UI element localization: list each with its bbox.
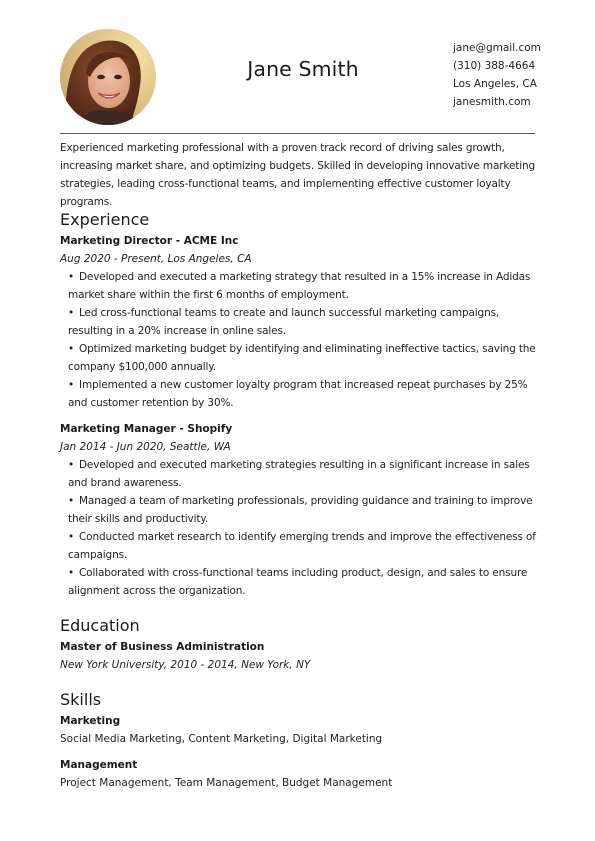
phone-number: (310) 388-4664 (453, 60, 536, 72)
email-link[interactable]: jane@gmail.com (453, 42, 541, 54)
bullet-icon: • (68, 495, 75, 507)
job-bullet: • Developed and executed a marketing strategy that resulted in a 15% increase in Adidas market share within the first 6 months of employment. (60, 268, 540, 304)
candidate-name: Jane Smith (247, 57, 359, 81)
job-bullet: • Optimized marketing budget by identifying and eliminating ineffective tactics, saving the company $100,000 annually. (60, 340, 540, 376)
education-heading: Education (60, 616, 140, 635)
skill-group-label: Management (60, 759, 138, 771)
location: Los Angeles, CA (453, 78, 537, 90)
bullet-icon: • (68, 343, 75, 355)
bullet-icon: • (68, 531, 75, 543)
skill-group-management (60, 756, 540, 792)
bullet-icon: • (68, 307, 75, 319)
job-meta: Aug 2020 - Present, Los Angeles, CA (60, 253, 252, 265)
resume-header (0, 0, 595, 134)
header-divider (60, 133, 535, 134)
education-entry (60, 638, 540, 674)
job-role: Marketing Director - ACME Inc (60, 235, 239, 247)
summary-paragraph: Experienced marketing professional with a proven track record of driving sales growth, increasing market share, and optimizing budgets. Skilled in developing innovative marketing strategies, leading cross-functional teams, and implementing effective customer loyalty programs. (60, 142, 536, 208)
skills-heading: Skills (60, 690, 102, 709)
job-role: Marketing Manager - Shopify (60, 423, 233, 435)
website-link[interactable]: janesmith.com (453, 96, 531, 108)
experience-heading: Experience (60, 210, 150, 229)
job-entry-shopify (60, 420, 540, 600)
job-bullets (60, 268, 540, 412)
skill-group-marketing (60, 712, 540, 748)
bullet-icon: • (68, 271, 75, 283)
job-bullets (60, 456, 540, 600)
job-bullet: • Managed a team of marketing professionals, providing guidance and training to improve their skills and productivity. (60, 492, 540, 528)
job-meta: Jan 2014 - Jun 2020, Seattle, WA (60, 441, 231, 453)
job-entry-acme (60, 232, 540, 412)
degree-title: Master of Business Administration (60, 641, 265, 653)
skill-group-items: Social Media Marketing, Content Marketing, Digital Marketing (60, 733, 383, 745)
job-bullet: • Led cross-functional teams to create and launch successful marketing campaigns, resulting in a 20% increase in online sales. (60, 304, 540, 340)
job-bullet: • Conducted market research to identify emerging trends and improve the effectiveness of campaigns. (60, 528, 540, 564)
job-bullet: • Collaborated with cross-functional teams including product, design, and sales to ensure alignment across the organization. (60, 564, 540, 600)
skill-group-items: Project Management, Team Management, Budget Management (60, 777, 393, 789)
skill-group-label: Marketing (60, 715, 121, 727)
contact-info (453, 39, 541, 111)
education-meta: New York University, 2010 - 2014, New York, NY (60, 659, 311, 671)
bullet-icon: • (68, 379, 75, 391)
bullet-icon: • (68, 459, 75, 471)
bullet-icon: • (68, 567, 75, 579)
job-bullet: • Developed and executed marketing strategies resulting in a significant increase in sales and brand awareness. (60, 456, 540, 492)
job-bullet: • Implemented a new customer loyalty program that increased repeat purchases by 25% and customer retention by 30%. (60, 376, 540, 412)
